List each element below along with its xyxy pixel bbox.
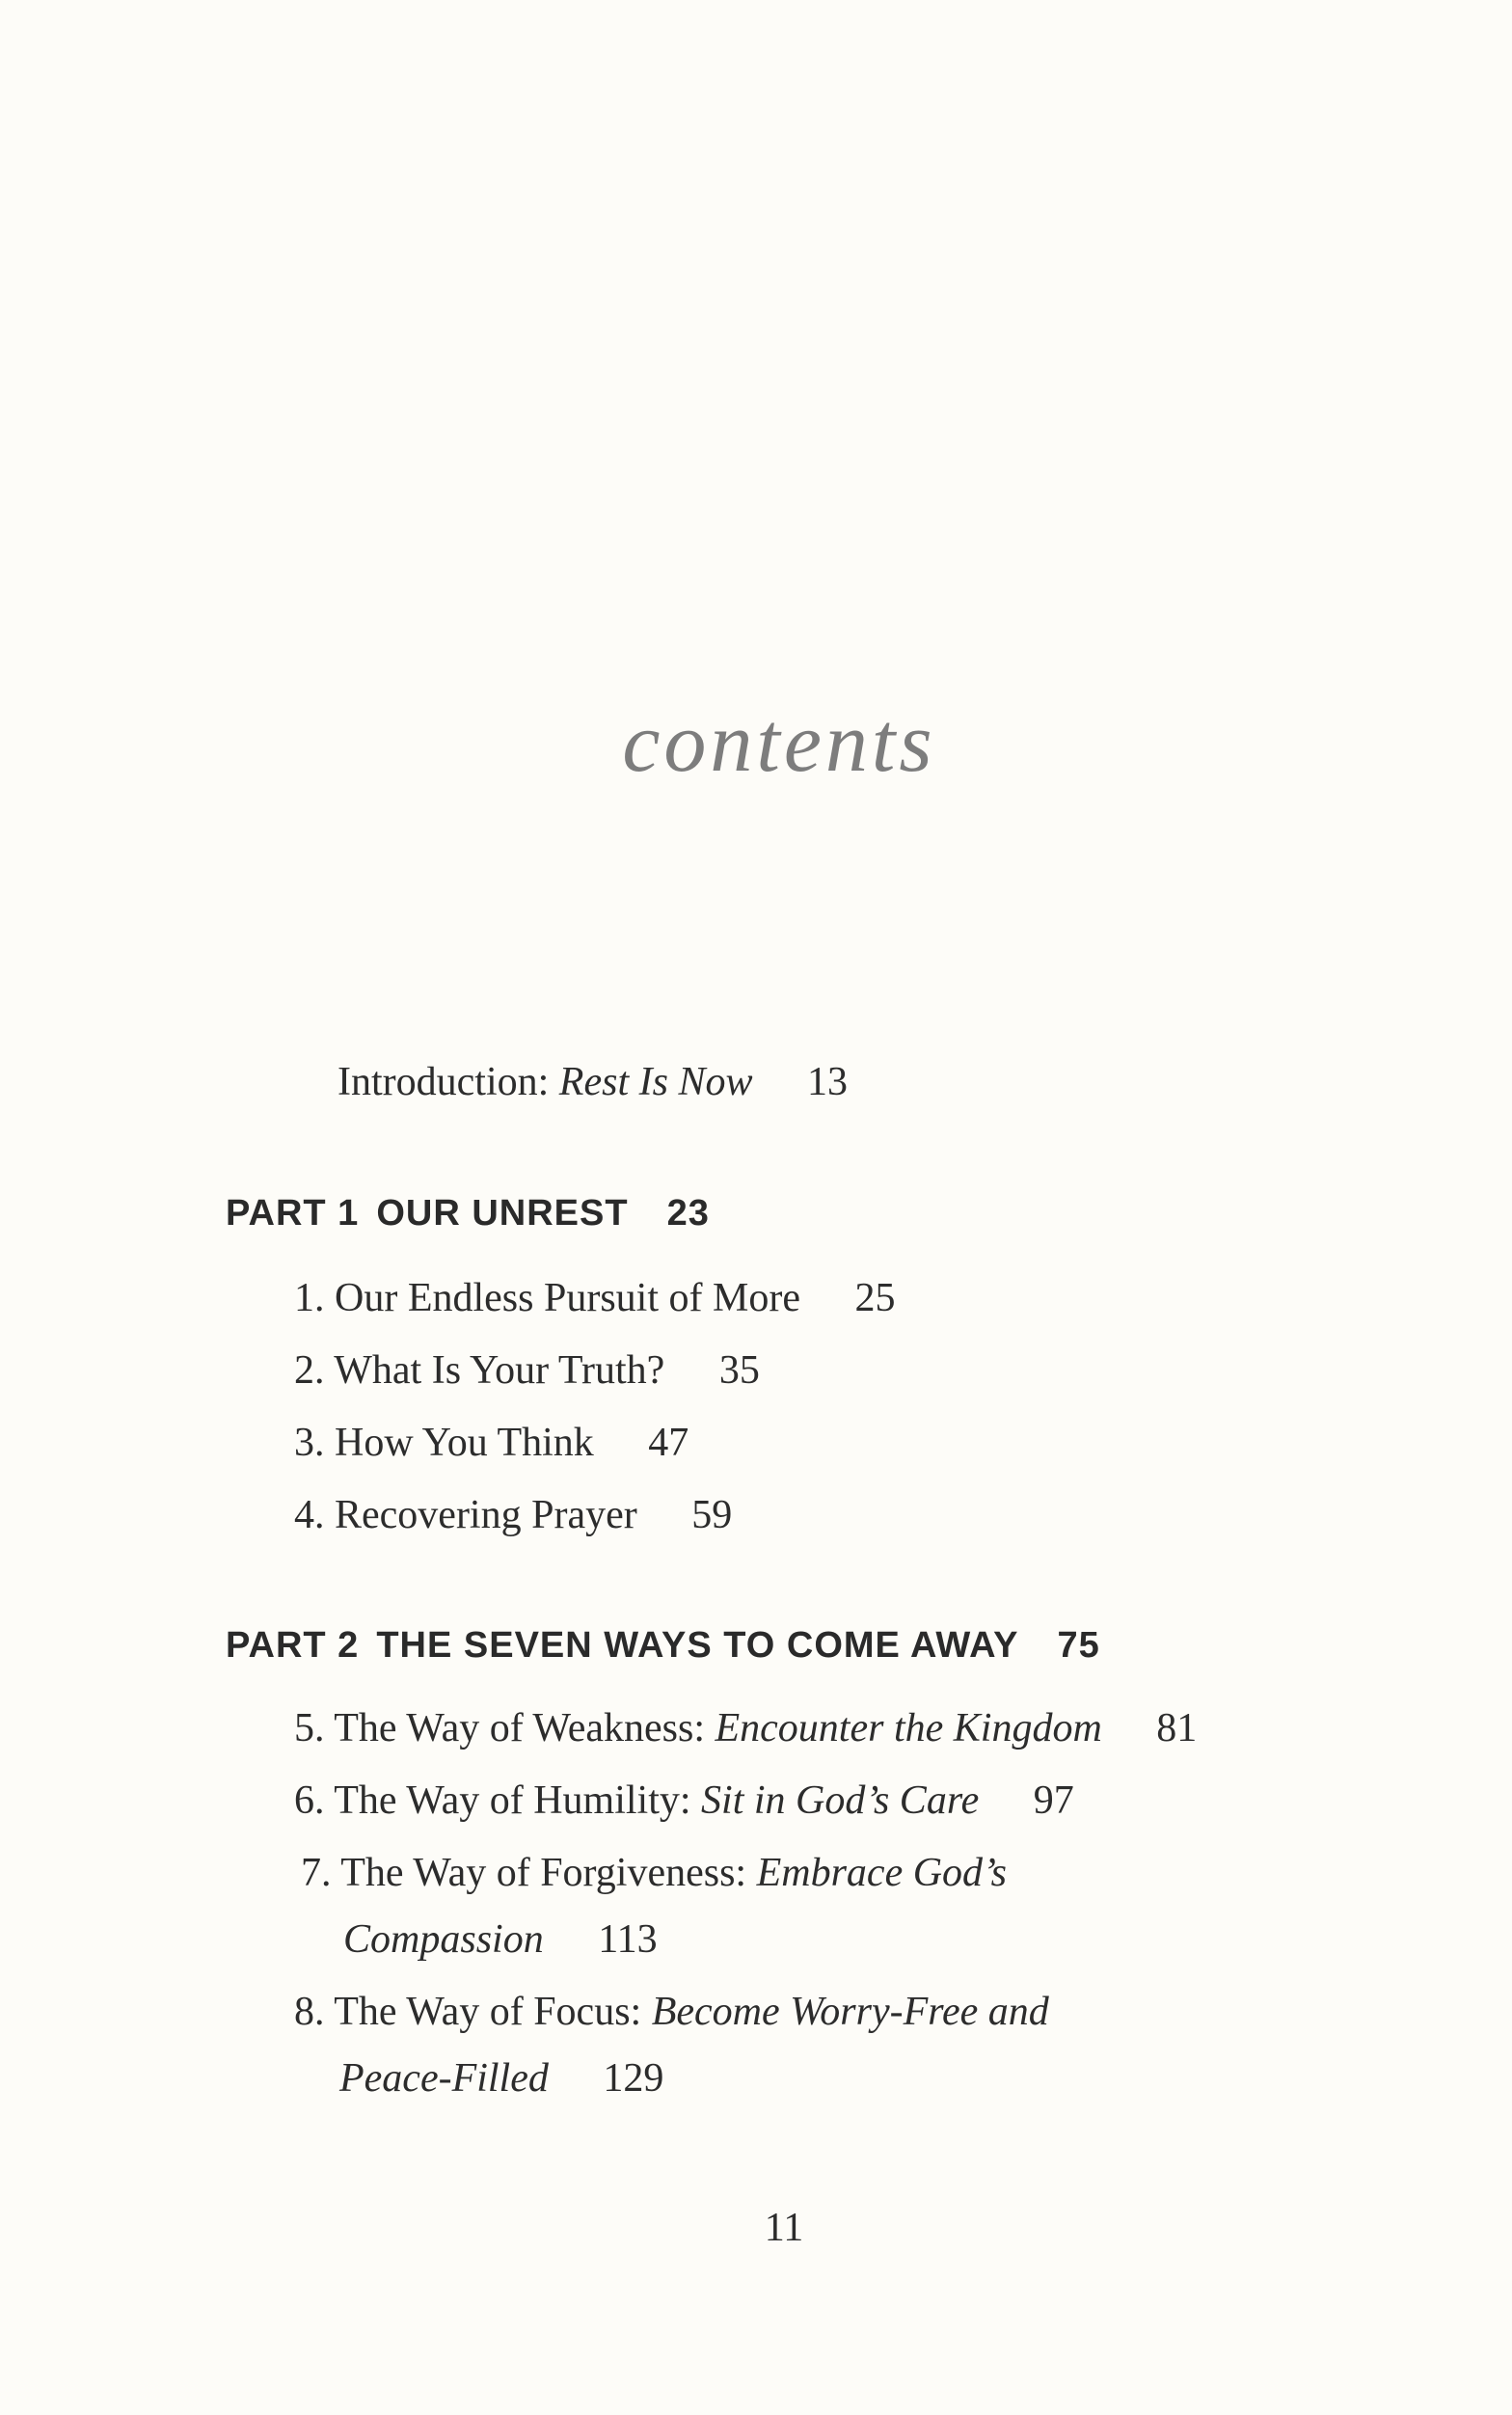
page-number: 25 (854, 1276, 896, 1320)
toc-entry-introduction (338, 1059, 848, 1105)
page-number: 75 (1057, 1625, 1100, 1666)
chapter-subtitle: Sit in God’s Care (701, 1778, 980, 1823)
intro-italic-title: Rest Is Now (558, 1060, 753, 1104)
toc-entry-chapter-2 (294, 1347, 760, 1394)
chapter-subtitle-continued: Peace-Filled (339, 2056, 549, 2101)
toc-entry-chapter-6 (294, 1777, 1074, 1824)
toc-entry-chapter-8-continued (339, 2055, 663, 2102)
chapter-title: The Way of Focus: (334, 1990, 642, 2034)
page-number: 129 (603, 2056, 664, 2101)
page-number: 47 (648, 1421, 689, 1465)
toc-entry-chapter-3 (294, 1420, 688, 1466)
toc-entry-chapter-5 (294, 1705, 1197, 1751)
page-title: contents (622, 696, 936, 790)
part-heading-2 (226, 1624, 1100, 1667)
part-name: OUR UNREST (376, 1193, 629, 1234)
chapter-number: 7. (301, 1851, 332, 1895)
chapter-number: 2. (294, 1348, 325, 1393)
chapter-subtitle: Encounter the Kingdom (715, 1706, 1102, 1750)
chapter-subtitle-continued: Compassion (343, 1917, 544, 1962)
chapter-subtitle: Embrace God’s (756, 1851, 1007, 1895)
chapter-number: 1. (294, 1276, 325, 1320)
page-number: 23 (666, 1193, 710, 1234)
intro-label: Introduction: (338, 1060, 550, 1104)
toc-entry-chapter-4 (294, 1492, 732, 1538)
page-number: 113 (598, 1917, 658, 1962)
toc-entry-chapter-1 (294, 1275, 895, 1321)
chapter-number: 5. (294, 1706, 325, 1750)
folio-page-number: 11 (764, 2206, 804, 2250)
page-number: 35 (718, 1348, 760, 1393)
page-number: 59 (691, 1493, 733, 1537)
chapter-number: 3. (294, 1421, 325, 1465)
chapter-subtitle: Become Worry-Free and (651, 1990, 1049, 2034)
page-number: 13 (806, 1060, 848, 1104)
chapter-title: How You Think (335, 1421, 594, 1465)
part-label: PART 1 (226, 1193, 360, 1234)
chapter-number: 6. (294, 1778, 325, 1823)
chapter-title: What Is Your Truth? (334, 1348, 665, 1393)
chapter-title: The Way of Weakness: (334, 1706, 705, 1750)
chapter-title: The Way of Forgiveness: (340, 1851, 747, 1895)
page-number: 97 (1033, 1778, 1074, 1823)
chapter-title: Our Endless Pursuit of More (335, 1276, 800, 1320)
chapter-title: Recovering Prayer (335, 1493, 637, 1537)
toc-entry-chapter-8 (294, 1989, 1049, 2035)
part-name: THE SEVEN WAYS TO COME AWAY (376, 1625, 1019, 1666)
chapter-title: The Way of Humility: (334, 1778, 691, 1823)
part-label: PART 2 (226, 1625, 360, 1666)
toc-entry-chapter-7-continued (343, 1916, 658, 1963)
chapter-number: 4. (294, 1493, 325, 1537)
toc-entry-chapter-7 (301, 1850, 1007, 1896)
page-number: 81 (1156, 1706, 1198, 1750)
part-heading-1 (226, 1192, 710, 1235)
chapter-number: 8. (294, 1990, 325, 2034)
